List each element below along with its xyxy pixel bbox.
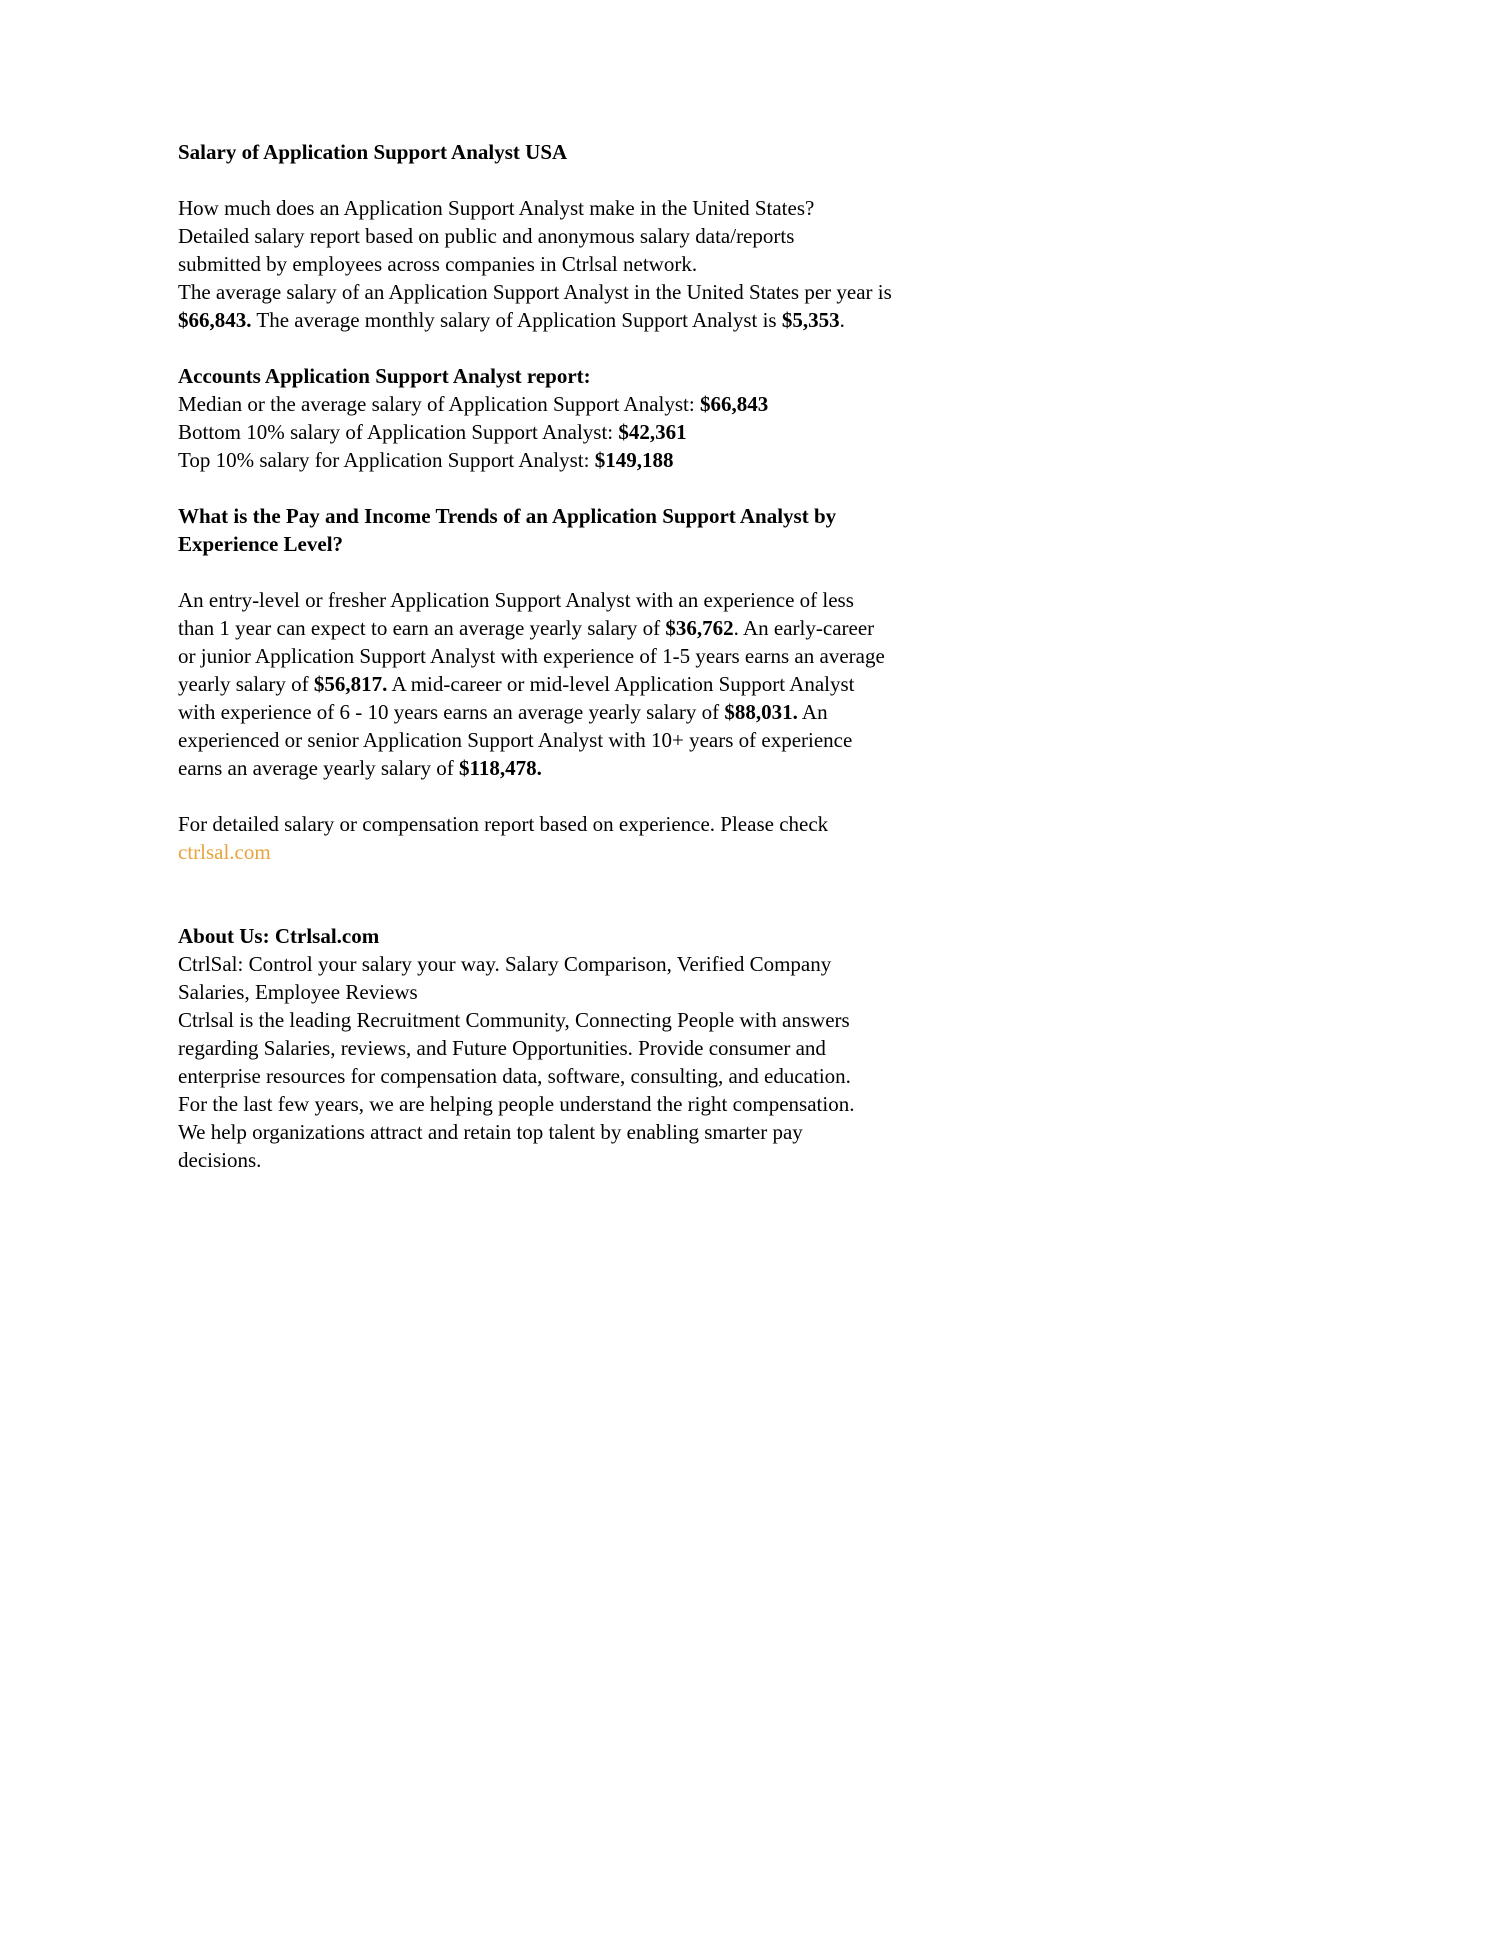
text-run: Median or the average salary of Application Support Analyst: [178,392,700,416]
bold-text-run: Experience Level? [178,532,344,556]
text-run: Ctrlsal is the leading Recruitment Community, Connecting People with answers [178,1008,850,1032]
spacer [178,866,1330,894]
spacer [178,558,1330,586]
bold-text-run: $118,478. [459,756,542,780]
bold-text-run: $66,843 [699,392,769,416]
ctrlsal-link[interactable]: ctrlsal.com [178,840,271,864]
document-body [178,138,1330,1174]
text-run: with experience of 6 - 10 years earns an average yearly salary of [178,700,725,724]
text-run: yearly salary of [178,672,314,696]
experience-paragraph [178,586,1330,782]
text-run: than 1 year can expect to earn an average yearly salary of [178,616,666,640]
about-section [178,922,1330,1174]
text-run: Salaries, Employee Reviews [178,980,418,1004]
text-run: or junior Application Support Analyst with experience of 1-5 years earns an average [178,644,885,668]
text-run: enterprise resources for compensation data, software, consulting, and education. [178,1064,851,1088]
bold-text-run: About Us: Ctrlsal.com [178,924,380,948]
text-run: For the last few years, we are helping people understand the right compensation. [178,1092,855,1116]
text-run: An entry-level or fresher Application Support Analyst with an experience of less [178,588,854,612]
spacer [178,474,1330,502]
text-run: A mid-career or mid-level Application Support Analyst [387,672,855,696]
text-run: Bottom 10% salary of Application Support Analyst: [178,420,619,444]
spacer [178,334,1330,362]
bold-text-run: $5,353 [781,308,840,332]
bold-text-run: What is the Pay and Income Trends of an Application Support Analyst by [178,504,837,528]
bold-text-run: $88,031. [724,700,798,724]
text-run: decisions. [178,1148,262,1172]
text-run: earns an average yearly salary of [178,756,460,780]
bold-text-run: $56,817. [313,672,388,696]
text-run: CtrlSal: Control your salary your way. Salary Comparison, Verified Company [178,952,832,976]
trends-heading [178,502,1330,558]
bold-text-run: Accounts Application Support Analyst report: [178,364,591,388]
text-run: . [839,308,845,332]
spacer [178,166,1330,194]
spacer [178,894,1330,922]
cta-paragraph [178,810,1330,866]
text-run: experienced or senior Application Support Analyst with 10+ years of experience [178,728,853,752]
bold-text-run: $42,361 [618,420,687,444]
report-section [178,362,1330,474]
text-run: submitted by employees across companies in Ctrlsal network. [178,252,698,276]
text-run: For detailed salary or compensation report based on experience. Please check [178,812,829,836]
text-run: Top 10% salary for Application Support Analyst: [178,448,595,472]
intro-paragraph [178,194,1330,334]
text-run: . An early-career [733,616,875,640]
text-run: We help organizations attract and retain top talent by enabling smarter pay [178,1120,803,1144]
bold-text-run: Salary of Application Support Analyst USA [178,140,568,164]
text-run: How much does an Application Support Analyst make in the United States? [178,196,815,220]
text-run: The average monthly salary of Application Support Analyst is [251,308,782,332]
doc-title [178,138,1330,166]
bold-text-run: $149,188 [594,448,674,472]
text-run: Detailed salary report based on public and anonymous salary data/reports [178,224,795,248]
bold-text-run: $66,843. [178,308,252,332]
text-run: The average salary of an Application Support Analyst in the United States per year is [178,280,892,304]
bold-text-run: $36,762 [665,616,734,640]
text-run: regarding Salaries, reviews, and Future Opportunities. Provide consumer and [178,1036,826,1060]
spacer [178,782,1330,810]
text-run: An [797,700,828,724]
